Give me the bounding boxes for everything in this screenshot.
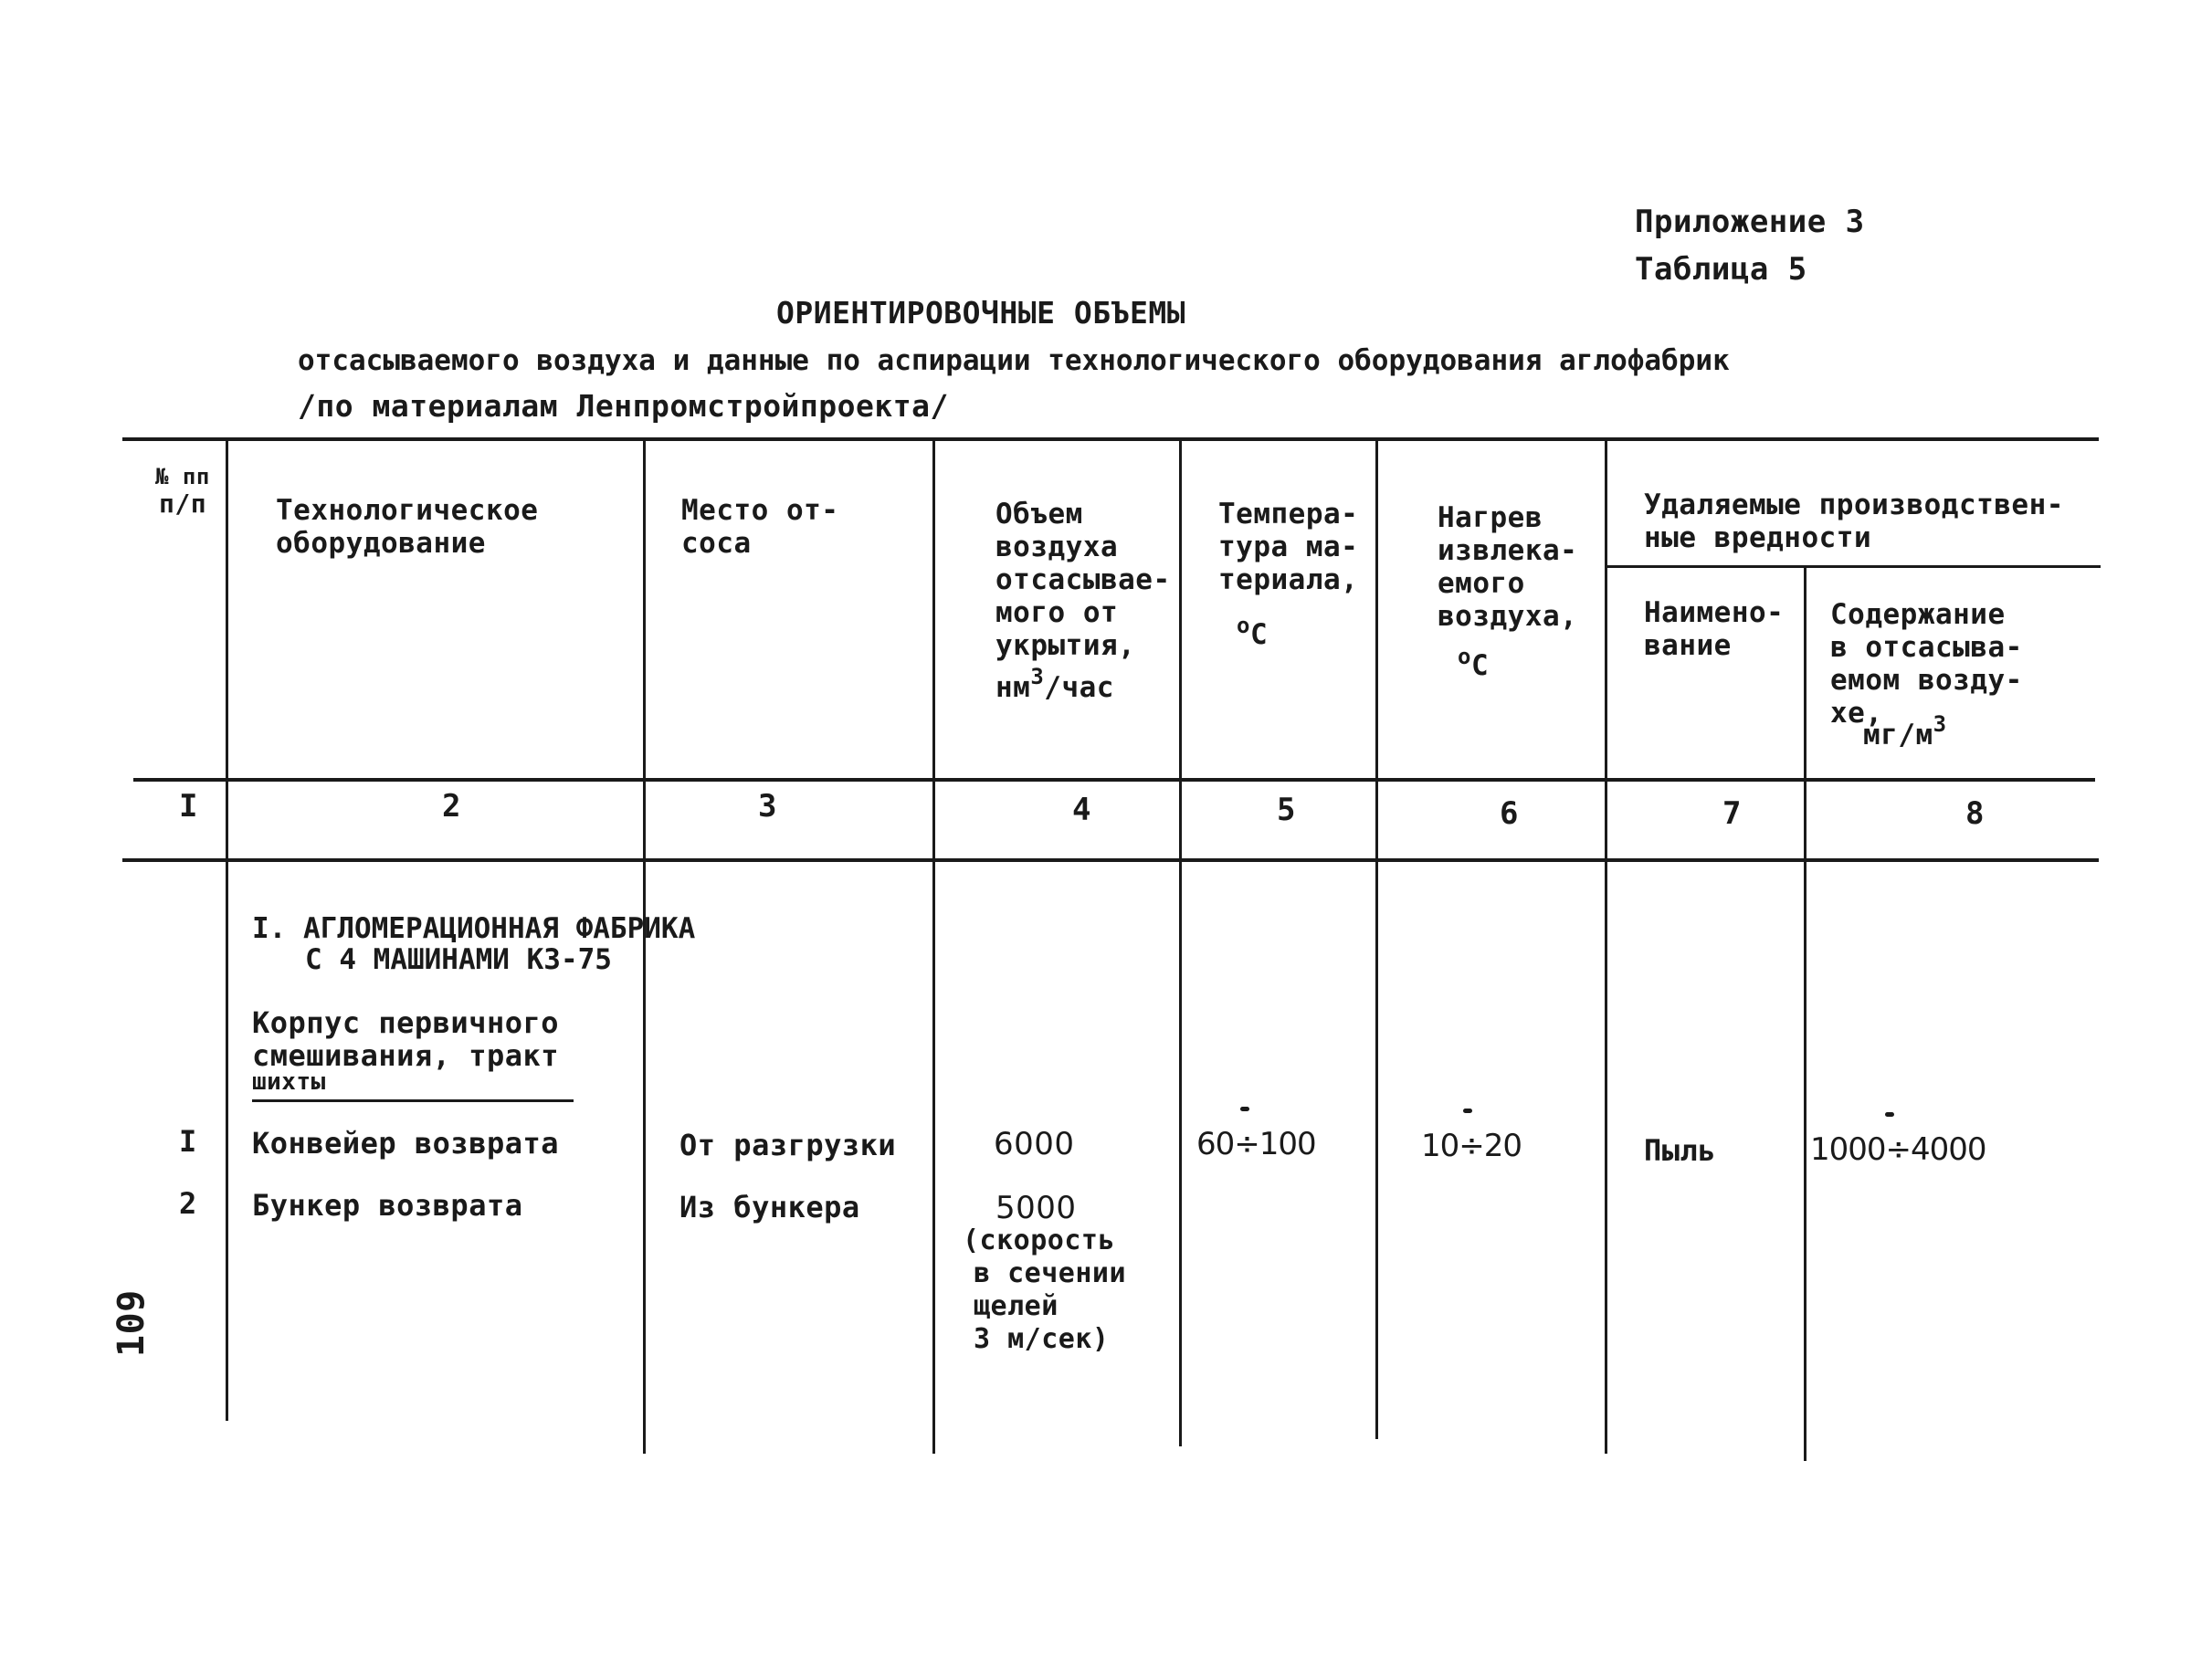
group-header-rule	[1607, 565, 2101, 568]
column-number-1: I	[179, 788, 198, 825]
appendix-label: Приложение 3	[1635, 204, 1865, 240]
column-number-5: 5	[1277, 792, 1296, 828]
table-label: Таблица 5	[1635, 251, 1807, 288]
row-1-content-mark	[1885, 1112, 1894, 1117]
header-volume-c: отсасывае-	[995, 563, 1171, 596]
header-equipment-b: оборудование	[276, 527, 486, 560]
header-equipment-a: Технологическое	[276, 494, 539, 527]
column-numbers-rule	[122, 858, 2099, 862]
document-title: ОРИЕНТИРОВОЧНЫЕ ОБЪЕМЫ	[776, 295, 1186, 331]
header-heat-b: извлека-	[1438, 534, 1578, 567]
document-subtitle-line1: отсасываемого воздуха и данные по аспирации технологического оборудования аглофабрик	[298, 344, 1730, 377]
table-row-1-equipment: Конвейер возврата	[252, 1126, 560, 1161]
subsection-underline	[252, 1099, 574, 1102]
row-1-heat-mark	[1463, 1109, 1472, 1113]
header-bottom-rule	[133, 778, 2095, 782]
column-number-6: 6	[1500, 795, 1519, 832]
table-row-2-volume-note-d: 3 м/сек)	[974, 1323, 1110, 1355]
header-temp-a: Темпера-	[1218, 498, 1359, 531]
table-row-2-number: 2	[179, 1186, 197, 1221]
column-number-8: 8	[1965, 795, 1985, 832]
table-row-2-volume-note-b: в сечении	[974, 1257, 1127, 1289]
header-temp-c: териала,	[1218, 563, 1359, 596]
column-number-7: 7	[1722, 795, 1742, 832]
subsection-heading-a: Корпус первичного	[252, 1005, 560, 1040]
header-heat-d: воздуха,	[1438, 600, 1578, 633]
col-divider-3	[932, 438, 935, 1454]
header-volume-e: укрытия,	[995, 629, 1136, 662]
page-number: 109	[111, 1289, 153, 1357]
header-name-a: Наимено-	[1644, 596, 1785, 629]
header-content-a: Содержание	[1830, 598, 2006, 631]
header-group-a: Удаляемые производствен-	[1644, 489, 2064, 521]
header-name-b: вание	[1644, 629, 1732, 662]
table-row-1-volume: 6000	[994, 1126, 1075, 1162]
column-number-2: 2	[442, 788, 461, 825]
section-heading-line2: С 4 МАШИНАМИ КЗ-75	[305, 943, 612, 976]
header-volume-d: мого от	[995, 596, 1119, 629]
table-row-2-volume-note-c: щелей	[974, 1290, 1059, 1322]
header-volume-unit: $нм^3$/час	[995, 664, 1114, 704]
col-divider-5	[1375, 438, 1378, 1439]
table-row-2-place: Из бункера	[679, 1190, 860, 1224]
subsection-heading-b: смешивания, тракт	[252, 1038, 560, 1073]
header-heat-a: Нагрев	[1438, 501, 1543, 534]
table-row-1-content: 1000÷4000	[1810, 1131, 1986, 1168]
section-heading-line1: I. АГЛОМЕРАЦИОННАЯ ФАБРИКА	[252, 912, 696, 945]
col-divider-6	[1605, 438, 1607, 1454]
header-content-unit: $мг/м^3$	[1863, 711, 1947, 751]
table-row-1-name: Пыль	[1644, 1133, 1717, 1168]
table-top-rule	[122, 437, 2099, 441]
header-content-b: в отсасыва-	[1830, 631, 2023, 664]
header-heat-c: емого	[1438, 567, 1525, 600]
header-number-a: № пп	[155, 464, 210, 489]
document-subtitle-line2: /по материалам Ленпромстройпроекта/	[298, 388, 949, 424]
header-temp-unit: $^о$С	[1237, 613, 1269, 651]
col-divider-2	[643, 438, 646, 1454]
row-1-temp-mark	[1240, 1107, 1249, 1111]
table-row-1-place: От разгрузки	[679, 1128, 897, 1162]
table-row-2-equipment: Бункер возврата	[252, 1188, 523, 1223]
header-volume-a: Объем	[995, 498, 1083, 531]
table-row-1-number: I	[179, 1124, 197, 1159]
col-divider-4	[1179, 438, 1182, 1446]
table-row-1-heat: 10÷20	[1421, 1128, 1522, 1164]
header-content-d: хе,	[1830, 697, 1883, 730]
header-place-a: Место от-	[681, 494, 839, 527]
header-volume-b: воздуха	[995, 531, 1119, 563]
col-divider-1	[226, 438, 228, 1421]
header-group-b: ные вредности	[1644, 521, 1872, 554]
header-heat-unit: $^о$С	[1458, 644, 1490, 682]
table-row-2-volume-note-a: (скорость	[963, 1224, 1116, 1256]
subsection-heading-c: шихты	[252, 1068, 326, 1096]
col-divider-7	[1804, 566, 1806, 1461]
table-row-1-temp: 60÷100	[1196, 1126, 1316, 1162]
header-temp-b: тура ма-	[1218, 531, 1359, 563]
header-place-b: соса	[681, 527, 752, 560]
table-row-2-volume: 5000	[995, 1190, 1077, 1226]
header-content-c: емом возду-	[1830, 664, 2023, 697]
column-number-3: 3	[758, 788, 777, 825]
header-number-b: п/п	[159, 489, 207, 519]
column-number-4: 4	[1072, 792, 1091, 828]
